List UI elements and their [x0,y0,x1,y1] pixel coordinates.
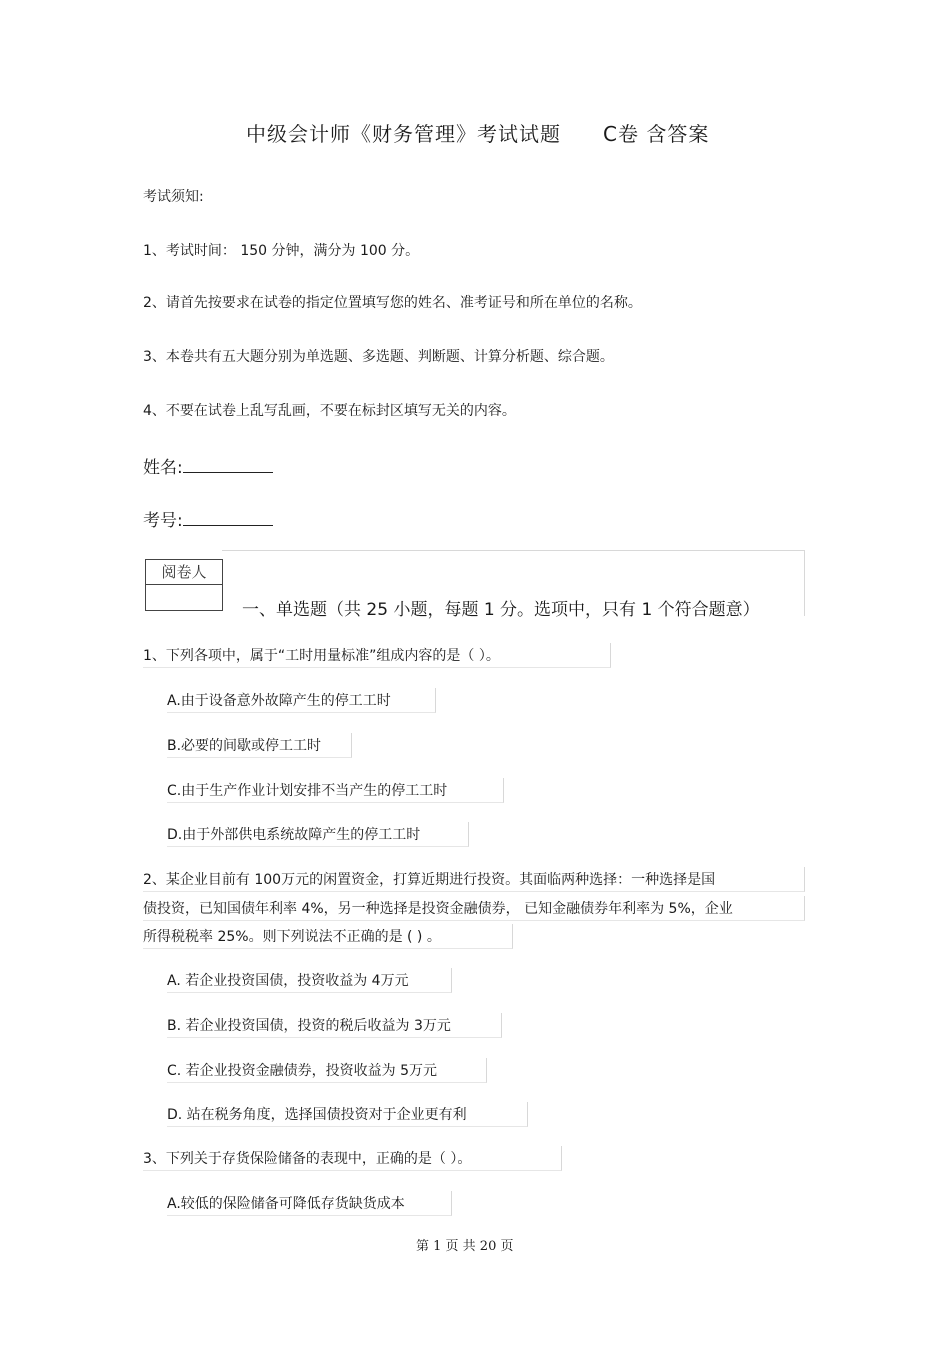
question-2-option-c[interactable]: C. 若企业投资金融债券，投资收益为 5万元 [167,1058,487,1083]
page-title: 中级会计师《财务管理》考试试题 C卷 含答案 [246,122,710,146]
question-2-option-a[interactable]: A. 若企业投资国债，投资收益为 4万元 [167,968,452,993]
question-1-option-a[interactable]: A.由于设备意外故障产生的停工工时 [167,688,436,713]
question-3-option-a[interactable]: A.较低的保险储备可降低存货缺货成本 [167,1191,452,1216]
question-2-option-b[interactable]: B. 若企业投资国债，投资的税后收益为 3万元 [167,1013,502,1038]
grader-box [145,559,223,611]
question-1-option-c[interactable]: C.由于生产作业计划安排不当产生的停工工时 [167,778,504,803]
question-2-stem-line-2: 债投资，已知国债年利率 4%，另一种选择是投资金融债券， 已知金融债券年利率为 5%，企业 [143,896,805,921]
grader-label: 阅卷人 [146,560,222,585]
name-field[interactable] [143,453,273,478]
notice-heading: 考试须知: [143,189,204,205]
question-2-stem-line-3: 所得税税率 25%。则下列说法不正确的是 ( ) 。 [143,924,513,949]
question-3-stem: 3、下列关于存货保险储备的表现中，正确的是（ ）。 [143,1146,562,1171]
notice-item: 1、考试时间： 150 分钟，满分为 100 分。 [143,243,420,259]
notice-item: 2、请首先按要求在试卷的指定位置填写您的姓名、准考证号和所在单位的名称。 [143,295,642,311]
id-field[interactable] [143,506,273,531]
notice-item: 3、本卷共有五大题分别为单选题、多选题、判断题、计算分析题、综合题。 [143,349,614,365]
grader-signature-cell[interactable] [146,585,222,610]
question-2-stem-line-1: 2、某企业目前有 100万元的闲置资金，打算近期进行投资。其面临两种选择：一种选择是国 [143,867,805,892]
id-label: 考号: [143,511,183,531]
question-1-stem: 1、下列各项中，属于“工时用量标准”组成内容的是（ ）。 [143,643,611,668]
question-1-option-d[interactable]: D.由于外部供电系统故障产生的停工工时 [167,822,469,847]
id-blank[interactable] [183,510,273,526]
section-frame-right [804,550,805,616]
notice-item: 4、不要在试卷上乱写乱画，不要在标封区填写无关的内容。 [143,403,516,419]
page-footer: 第 1 页 共 20 页 [416,1239,514,1254]
section-heading: 一、单选题（共 25 小题，每题 1 分。选项中，只有 1 个符合题意） [242,600,760,620]
name-label: 姓名: [143,458,183,478]
question-1-option-b[interactable]: B.必要的间歇或停工工时 [167,733,352,758]
question-2-option-d[interactable]: D. 站在税务角度，选择国债投资对于企业更有利 [167,1102,528,1127]
section-frame-top [222,550,804,551]
name-blank[interactable] [183,457,273,473]
